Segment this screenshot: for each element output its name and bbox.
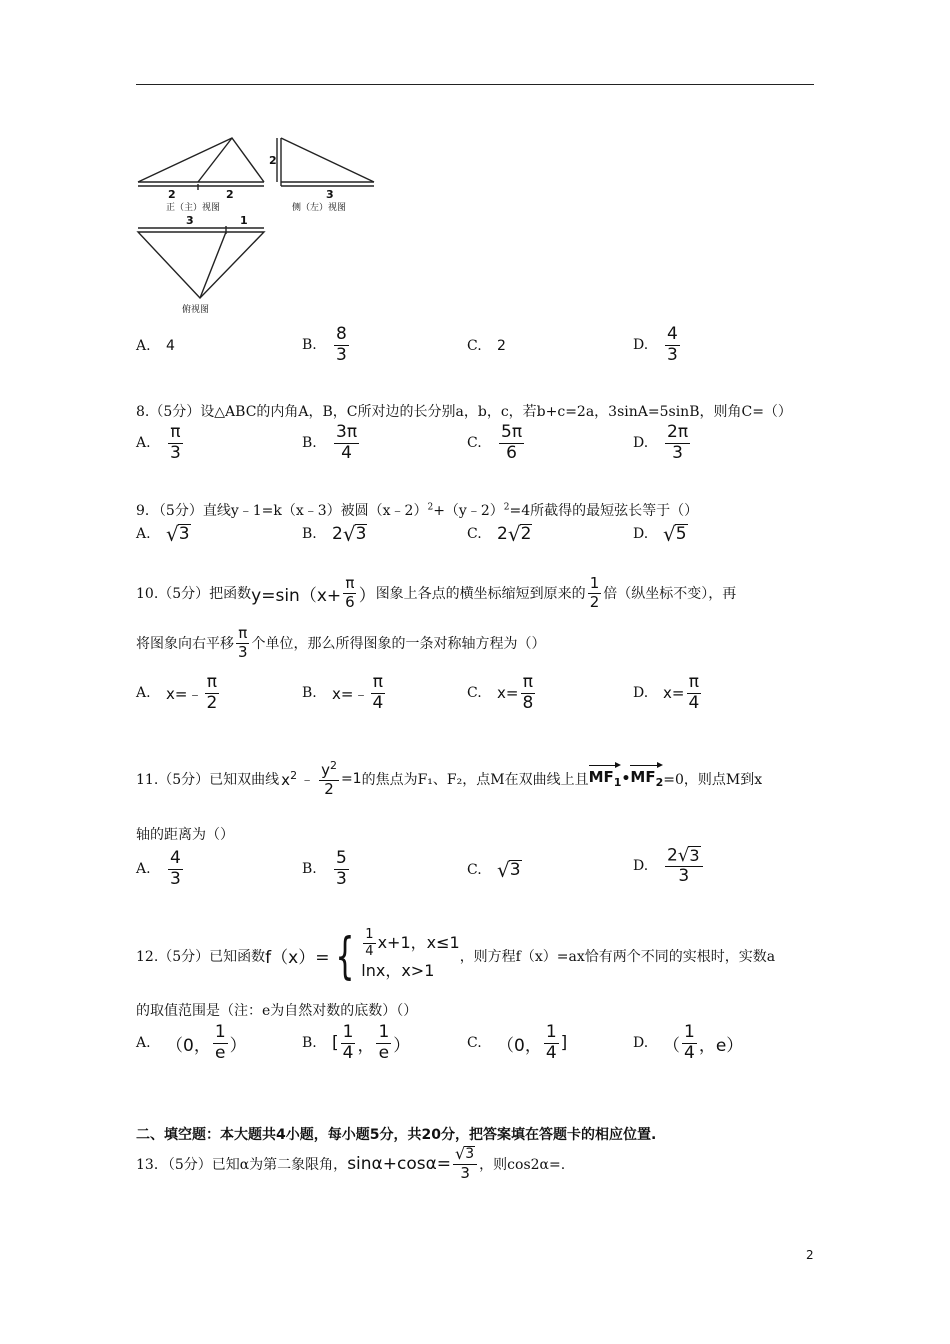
q12-option-d[interactable]: D. （ $\frac{1}{4}$ ，e） bbox=[633, 1022, 744, 1063]
q9-stem: 9．（5分）直线y﹣1=k（x﹣3）被圆（x﹣2）$^2$+（y﹣2）$^2$=4所截得的最短弦长等于（） bbox=[136, 502, 699, 519]
three-view-figure bbox=[134, 130, 384, 320]
q11-option-c[interactable]: C. √ 3 bbox=[467, 858, 521, 882]
q12-stem-line1: 12.（5分）已知函数 f（x）= { $\frac{1}{4}$ x+1，x≤1 lnx，x>1 ，则方程f（x）=ax恰有两个不同的实根时，实数a bbox=[136, 926, 776, 985]
q8-option-b[interactable]: B. $\frac{3\pi}{4}$ bbox=[302, 422, 358, 463]
q9-option-b[interactable]: B. 2 √ 3 bbox=[302, 522, 367, 546]
piecewise-brace: { bbox=[335, 926, 355, 985]
piecewise-cases: $\frac{1}{4}$ x+1，x≤1 lnx，x>1 bbox=[361, 927, 460, 981]
q10-stem-line1: 10.（5分）把函数 y=sin（x+ $\frac{\pi}{6}$ ） 图象上各点的横坐标缩短到原来的 $\frac{1}{2}$ 倍（纵坐标不变），再 bbox=[136, 574, 737, 611]
q10-option-c[interactable]: C. x= $\frac{\pi}{8}$ bbox=[467, 672, 534, 713]
q8-option-a[interactable]: A. $\frac{\pi}{3}$ bbox=[136, 422, 181, 463]
q7-option-a[interactable]: A. 4 bbox=[136, 338, 175, 354]
q12-option-a[interactable]: A. （0， $\frac{1}{e}$ ） bbox=[136, 1022, 247, 1063]
vector-mf1: $MF_1$ bbox=[588, 768, 622, 790]
q12-option-c[interactable]: C. （0， $\frac{1}{4}$ ] bbox=[467, 1022, 568, 1063]
q7-option-b[interactable]: B. $\frac{8}{3}$ bbox=[302, 324, 347, 365]
q10-option-d[interactable]: D. x= $\frac{\pi}{4}$ bbox=[633, 672, 700, 713]
header-rule bbox=[136, 84, 814, 85]
page-number: 2 bbox=[806, 1248, 814, 1262]
q11-option-a[interactable]: A. $\frac{4}{3}$ bbox=[136, 848, 181, 889]
front-view-caption: 正（主）视图 bbox=[166, 203, 221, 213]
side-height: 2 bbox=[269, 154, 277, 167]
q12-option-b[interactable]: B. [ $\frac{1}{4}$ ， $\frac{1}{e}$ ） bbox=[302, 1022, 411, 1063]
q7-option-d[interactable]: D. $\frac{4}{3}$ bbox=[633, 324, 678, 365]
q10-option-b[interactable]: B. x=﹣ $\frac{\pi}{4}$ bbox=[302, 672, 384, 713]
front-dim-left: 2 bbox=[168, 188, 176, 201]
q11-option-b[interactable]: B. $\frac{5}{3}$ bbox=[302, 848, 347, 889]
front-dim-right: 2 bbox=[226, 188, 234, 201]
section2-heading: 二、填空题：本大题共4小题，每小题5分，共20分，把答案填在答题卡的相应位置. bbox=[136, 1127, 657, 1143]
q8-option-d[interactable]: D. $\frac{2\pi}{3}$ bbox=[633, 422, 689, 463]
q11-stem-line1: 11.（5分）已知双曲线 $x^2$ ﹣ $\frac{y^2}{2}$ =1 的焦点为F₁、F₂，点M在双曲线上且 $MF_1$ • $MF_2$ =0，则点M到x bbox=[136, 759, 763, 798]
q8-option-c[interactable]: C. $\frac{5\pi}{6}$ bbox=[467, 422, 523, 463]
top-view-outline bbox=[138, 232, 264, 298]
q7-option-c[interactable]: C. 2 bbox=[467, 338, 506, 354]
q11-stem-line2: 轴的距离为（） bbox=[136, 827, 234, 843]
fraction: $\frac{4}{3}$ bbox=[667, 324, 678, 365]
side-view-caption: 侧（左）视图 bbox=[292, 203, 347, 213]
q12-stem-line2: 的取值范围是（注：e为自然对数的底数）（） bbox=[136, 1003, 418, 1019]
q9-option-c[interactable]: C. 2 √ 2 bbox=[467, 522, 532, 546]
q13-stem: 13．（5分）已知α为第二象限角， sinα+cosα= √ 3 3 ，则cos2α=. bbox=[136, 1144, 566, 1183]
q9-option-a[interactable]: A. √ 3 bbox=[136, 522, 190, 546]
vector-mf2: $MF_2$ bbox=[630, 768, 664, 790]
side-width: 3 bbox=[326, 188, 334, 201]
top-dim-right: 1 bbox=[240, 214, 248, 227]
q9-option-d[interactable]: D. √ 5 bbox=[633, 522, 687, 546]
fraction: $\frac{8}{3}$ bbox=[336, 324, 347, 365]
top-view-caption: 俯视图 bbox=[182, 305, 210, 315]
q10-option-a[interactable]: A. x=﹣ $\frac{\pi}{2}$ bbox=[136, 672, 218, 713]
q8-stem: 8.（5分）设△ABC的内角A，B，C所对边的长分别a，b，c，若b+c=2a，3sinA=5sinB，则角C=（） bbox=[136, 404, 792, 420]
q11-option-d[interactable]: D. 2 √ 3 3 bbox=[633, 846, 705, 886]
sqrt: √ 3 bbox=[166, 522, 190, 546]
q10-stem-line2: 将图象向右平移 $\frac{\pi}{3}$ 个单位，那么所得图象的一条对称轴方程为（） bbox=[136, 624, 546, 661]
front-view-outline bbox=[138, 138, 264, 182]
top-dim-left: 3 bbox=[186, 214, 194, 227]
